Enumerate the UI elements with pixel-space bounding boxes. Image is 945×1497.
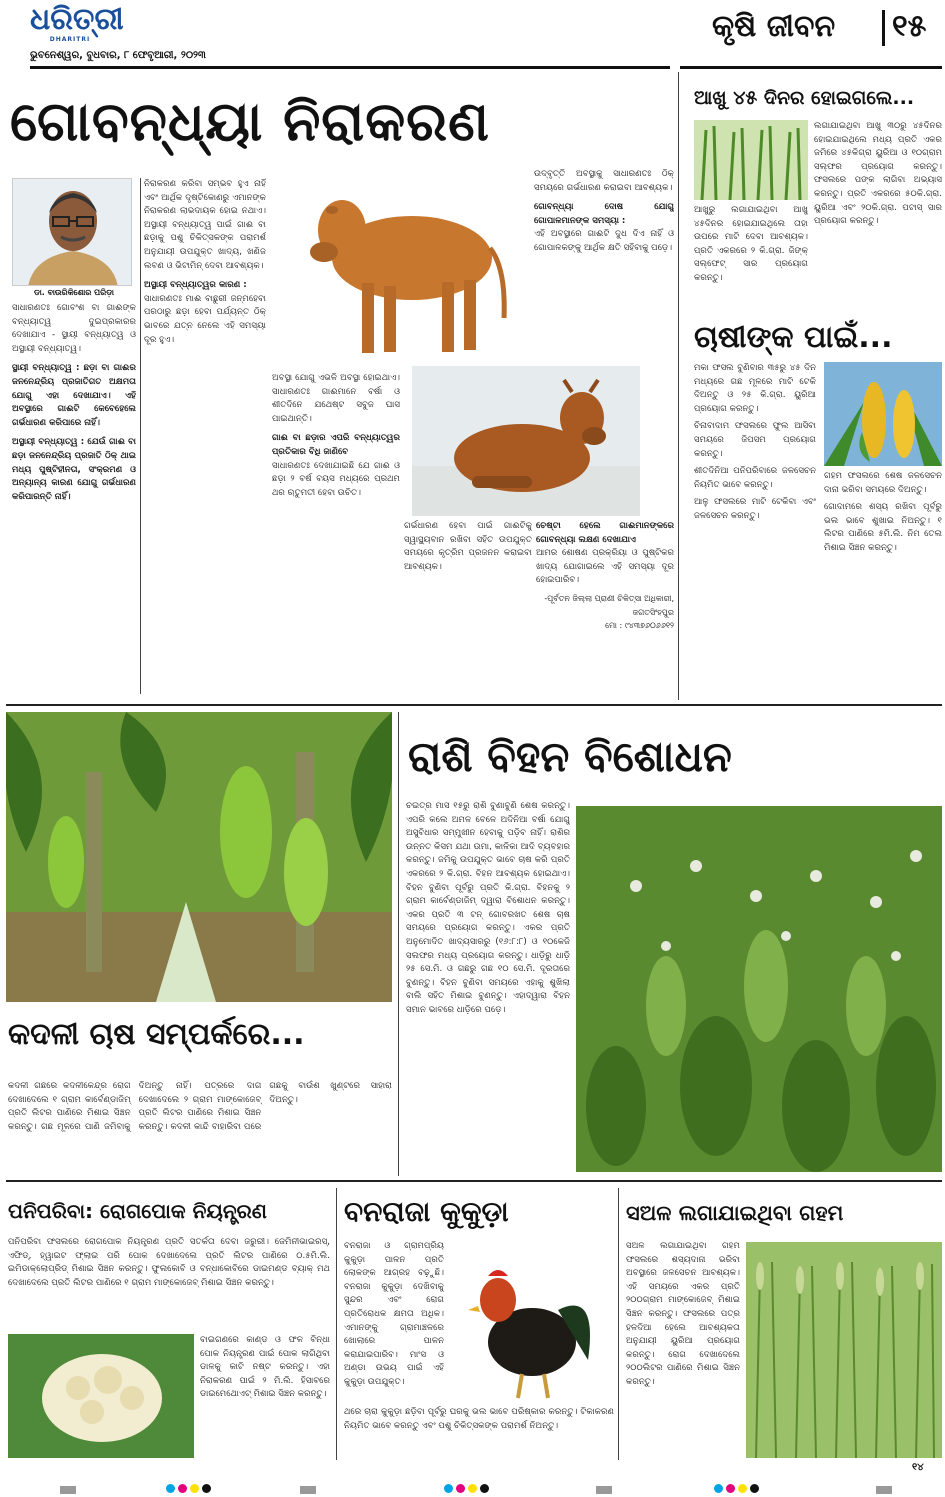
poultry-rule	[618, 1188, 619, 1460]
poultry-body-2: ଥରେ ଚାରା କୁକୁଡ଼ା ଛଡ଼ିବା ପୂର୍ବରୁ ଘରକୁ ଭଲ ଭାବେ ପରିଷ୍କାର କରନ୍ତୁ। ଟିକାକରଣ ନିୟମିତ ଭାବେ କରନ୍ତୁ ଏବଂ ପଶୁ ଚିକିତ୍ସକଙ୍କ ପରାମର୍ଶ ନିଅନ୍ତୁ।	[344, 1407, 614, 1431]
reg-black	[202, 1484, 211, 1493]
farmers-headline: ଚାଷୀଙ୍କ ପାଇଁ...	[694, 320, 893, 355]
cow-photo	[272, 168, 532, 368]
main-col-6: ଚେଷ୍ଟା ହେଲେ ଗାଈମାନଙ୍କରେ ଗୋବନ୍ଧ୍ୟା ଲକ୍ଷଣ ଦେଖାଯାଏ ଆମର ଶୋଷଣ ପ୍ରକ୍ରିୟା ଓ ପୁଷ୍ଟିକର ଖାଦ୍ୟ ଯୋଗାଇଲେ ଏହି ସମସ୍ୟା ଦୂର ହୋଇପାରିବ। -ପୂର୍ବତନ ଜିଲ୍ଲା ପ୍ରାଣୀ ଚିକିତ୍ସା ଅଧିକାରୀ, ଜଗତସିଂହପୁର ମୋ : ୯୪୩୭୬୦୬୬୧୨	[536, 521, 674, 631]
sesame-headline: ରାଶି ବିହନ ବିଶୋଧନ	[408, 732, 732, 781]
vegetables-body: ପନିପରିବା ଫସଲରେ ରୋଗପୋକ ନିୟନ୍ତ୍ରଣ ପ୍ରତି ସତର୍କତା ଦେବା ଜରୁରୀ। ଜେମିନୀଭାଇରସ୍, ଏଫିଡ୍, ହ୍ୱାଇଟ ଫ୍ଲାଇ ପରି ପୋକ ଦେଖାଦେଲେ ପ୍ରତି ଲିଟର ପାଣିରେ ୦.୫ମି.ଲି. ଇମିଡାକ୍ଲୋପ୍ରିଡ୍ ମିଶାଇ ସିଞ୍ଚନ କରନ୍ତୁ। ଫୁଲକୋବି ଓ ବନ୍ଧାକୋବିରେ ଡାଇମଣ୍ଡ ବ୍ୟାକ୍ ମଥ ଦେଖାଦେଲେ ପ୍ରତି ଲିଟର ପାଣିରେ ୧ ଗ୍ରାମ ମାଙ୍କୋଜେବ୍ ମିଶାଇ ସିଞ୍ଚନ କରନ୍ତୁ।	[8, 1237, 330, 1288]
logo-text: ଧରିତ୍ରୀ	[30, 2, 124, 37]
reg-black	[480, 1484, 489, 1493]
section-rule-1	[6, 704, 942, 706]
sugarcane-col-a: ଆଖୁରୁ ଲଗାଯାଇଥିବା ଆଖୁ ୪୫ଦିନର ହୋଇଯାଇଥିଲେ ତାହା ଉପରେ ମାଟି ଦେବା ଆବଶ୍ୟକ। ପ୍ରତି ଏକରରେ ୨ କି.ଗ୍ରା. ଜିଙ୍କ୍ ସଲ୍‌ଫେଟ୍ ସାର ପ୍ରୟୋଗ କରନ୍ତୁ।	[694, 205, 808, 283]
main-col-1: ସାଧାରଣତଃ ଗୋବଂଶ ବା ଗାଈଙ୍କ ବନ୍ଧ୍ୟାତ୍ୱ ଦୁଇପ୍ରକାରର ଦେଖାଯାଏ - ସ୍ଥାୟୀ ବନ୍ଧ୍ୟାତ୍ୱ ଓ ଅସ୍ଥାୟୀ ବନ୍ଧ୍ୟାତ୍ୱ। ସ୍ଥାୟୀ ବନ୍ଧ୍ୟାତ୍ୱ : ଛଡ଼ା ବା ଗାଈର ଜନନେନ୍ଦ୍ରିୟ ପ୍ରଜାତିଗତ ଅକ୍ଷମତା ଯୋଗୁ ଏହା ଦେଖାଯାଏ। ଏହି ଅବସ୍ଥାରେ ଗାଈଟି କେବେହେଲେ ଗର୍ଭଧାରଣ କରିପାରେ ନାହିଁ। ଅସ୍ଥାୟୀ ବନ୍ଧ୍ୟାତ୍ୱ : ଯେଉଁ ଗାଈ ବା ଛଡ଼ା ଜନନେନ୍ଦ୍ରିୟ ପ୍ରଜାତି ଠିକ୍ ଥାଇ ମଧ୍ୟ ପୁଷ୍ଟିହୀନତା, ସଂକ୍ରମଣ ଓ ଅନ୍ୟାନ୍ୟ କାରଣ ଯୋଗୁ ଗର୍ଭଧାରଣ କରିପାରନ୍ତି ନାହିଁ।	[12, 303, 136, 502]
print-bar	[300, 1486, 316, 1494]
corn-photo	[824, 362, 942, 466]
reg-black	[750, 1484, 759, 1493]
reg-yellow	[738, 1484, 747, 1493]
vegetables-headline: ପନିପରିବା: ରୋଗପୋକ ନିୟନ୍ତ୍ରଣ	[8, 1199, 267, 1223]
veg-rule	[336, 1188, 337, 1460]
sugarcane-col-b: ଲଗାଯାଇଥିବା ଆଖୁ ୩୦ରୁ ୪୫ଦିନର ହୋଇଯାଇଥିଲେ ମଧ୍ୟ ପ୍ରତି ଏକର ଜମିରେ ୪୫କିଗ୍ରା ୟୁରିଆ ଓ ୧୦ଗ୍ରାମ ସଲ୍ଫର ପ୍ରୟୋଗ କରନ୍ତୁ। ଫସଲରେ ପଙ୍କ ଲାଗିବା ଅଭ୍ୟାସ କରନ୍ତୁ। ପ୍ରତି ଏକରରେ ୫୦କି.ଗ୍ରା. ୟୁରିଆ ଏବଂ ୨୦କି.ଗ୍ରା. ପଟାସ୍ ସାର ପ୍ରୟୋଗ କରନ୍ତୁ।	[814, 121, 942, 227]
col-rule	[140, 178, 141, 694]
wheat-headline: ସଅଳ ଲଗାଯାଇଥିବା ଗହମ	[626, 1201, 844, 1225]
banana-photo	[6, 712, 392, 1002]
main-right-rule	[678, 72, 679, 700]
reg-cyan	[714, 1484, 723, 1493]
sesame-body: ଚଇତ୍ର ମାସ ୧୫ରୁ ରାଶି ବୁଣାବୁଣି ଶେଷ କରନ୍ତୁ। ଏପରି କଲେ ଅମଳ ବେଳେ ଅଦିନିଆ ବର୍ଷା ଯୋଗୁ ଅସୁବିଧାର ସମ୍ମୁଖୀନ ହେବାକୁ ପଡ଼ିବ ନାହିଁ। ରାଶିର ଉନ୍ନତ କିସମ ଯଥା ଉମା, କାଳିକା ଆଦି ବ୍ୟବହାର କରନ୍ତୁ। ଜମିକୁ ଉପଯୁକ୍ତ ଭାବେ ଚାଷ କରି ପ୍ରତି ଏକରରେ ୨ କି.ଗ୍ରା. ବିହନ ଆବଶ୍ୟକ ହୋଇଥାଏ। ବିହନ ବୁଣିବା ପୂର୍ବରୁ ପ୍ରତି କି.ଗ୍ରା. ବିହନକୁ ୨ ଗ୍ରାମ କାର୍ବେଣ୍ଡାଜିମ୍ ଦ୍ୱାରା ବିଶୋଧନ କରନ୍ତୁ। ଏକର ପ୍ରତି ୩ ଟନ୍ ଗୋବରଖତ ଶେଷ ଚାଷ ସମୟରେ ପ୍ରୟୋଗ କରନ୍ତୁ। ଏକର ପ୍ରତି ଅନୁମୋଦିତ ଖାଦ୍ୟସାରରୁ (୧୬:୮:୮) ଓ ୧୦କେଜି ସଲଫର ମଧ୍ୟ ପ୍ରୟୋଗ କରନ୍ତୁ। ଧାଡ଼ିରୁ ଧାଡ଼ି ୨୫ ସେ.ମି. ଓ ଗଛରୁ ଗଛ ୧୦ ସେ.ମି. ଦୂରତାରେ ବୁଣନ୍ତୁ। ବିହନ ବୁଣିବା ସମୟରେ ଏହାକୁ ଶୁଖିଲା ବାଲି ସହିତ ମିଶାଇ ବୁଣନ୍ତୁ। ଏହାଦ୍ୱାରା ବିହନ ସମାନ ଭାବରେ ଧାଡ଼ିରେ ପଡ଼େ।	[406, 801, 570, 1015]
vegetables-body-2: ବାଇଗଣରେ କାଣ୍ଡ ଓ ଫଳ ବିନ୍ଧା ପୋକ ନିୟନ୍ତ୍ରଣ ପାଇଁ ପୋକ ଲାଗିଥିବା ଡାଳକୁ କାଟି ନଷ୍ଟ କରନ୍ତୁ। ଏହା ନିରାକରଣ ପାଇଁ ୨ ମି.ଲି. ହିସାବରେ ଡାଇମେଥୋଏଟ୍ ମିଶାଇ ସିଞ୍ଚନ କରନ୍ତୁ।	[200, 1335, 330, 1400]
main-col-5: ଗର୍ଭଧାରଣ ହେବା ପାଇଁ ଗାଈଟିକୁ ସ୍ୱାସ୍ଥ୍ୟବାନ ରଖିବା ସହିତ ଉପଯୁକ୍ତ ସମୟରେ କୃତ୍ରିମ ପ୍ରଜନନ କରାଇବା ଆବଶ୍ୟକ।	[404, 521, 532, 572]
wheat-photo	[746, 1242, 942, 1458]
poultry-headline: ବନରାଜା କୁକୁଡ଼ା	[344, 1195, 509, 1228]
wheat-body: ସଅଳ ଲଗାଯାଇଥିବା ଗହମ ଫସଲରେ ଶସ୍ୟଦାନା ଭରିବା ଅବସ୍ଥାରେ ଜଳସେଚନ ଆବଶ୍ୟକ। ଏହି ସମୟରେ ଏକର ପ୍ରତି ୨୦୦ଗ୍ରାମ ମାଙ୍କୋଜେବ୍ ମିଶାଇ ସିଞ୍ଚନ କରନ୍ତୁ। ଫସଲରେ ପତ୍ର ହଳଦିଆ ହେଲେ ଆବଶ୍ୟକତା ଅନୁଯାୟୀ ୟୁରିଆ ପ୍ରୟୋଗ କରନ୍ତୁ। ରୋଗ ଦେଖାଦେଲେ ୨୦୦ଲିଟର ପାଣିରେ ମିଶାଇ ସିଞ୍ଚନ କରନ୍ତୁ।	[626, 1241, 740, 1387]
section-divider	[882, 10, 885, 46]
sugarcane-photo	[694, 120, 808, 200]
rooster-photo	[448, 1250, 608, 1402]
reg-yellow	[468, 1484, 477, 1493]
print-bar	[596, 1486, 612, 1494]
sesame-photo	[576, 806, 942, 1172]
reg-yellow	[190, 1484, 199, 1493]
banana-body: କଦଳୀ ଗଛରେ କଦଳୀକେନ୍ଦ୍ର ରୋଗ ଦେଖାଦେଲେ ୧ ଗ୍ରାମ କାର୍ବେଣ୍ଡାଜିମ୍ ପ୍ରତି ଲିଟର ପାଣିରେ ମିଶାଇ ସିଞ୍ଚନ କରନ୍ତୁ। ଗଛ ମୂଳରେ ପାଣି ଜମିବାକୁ ଦିଅନ୍ତୁ ନାହିଁ। ପତ୍ରରେ ଦାଗ ଦେଖାଦେଲେ ୨ ଗ୍ରାମ ମାଙ୍କୋଜେବ୍ ପ୍ରତି ଲିଟର ପାଣିରେ ମିଶାଇ ସିଞ୍ଚନ କରନ୍ତୁ। କଦଳୀ କାନ୍ଦି ବାହାରିବା ପରେ ଗଛକୁ ବାଉଁଶ ଖୁଣ୍ଟରେ ସାହାରା ଦିଅନ୍ତୁ।	[8, 1081, 392, 1132]
logo	[30, 4, 140, 44]
farmers-col-a: ମକା ଫସଲ ବୁଣିବାର ୩୫ରୁ ୪୫ ଦିନ ମଧ୍ୟରେ ଗଛ ମୂଳରେ ମାଟି ଟେକି ଦିଅନ୍ତୁ ଓ ୨୫ କି.ଗ୍ରା. ୟୁରିଆ ପ୍ରୟୋଗ କରନ୍ତୁ। ଚିନାବାଦାମ ଫସଲରେ ଫୁଲ ଆସିବା ସମୟରେ ଜିପସମ ପ୍ରୟୋଗ କରନ୍ତୁ। ଶୀତଦିନିଆ ପନିପରିବାରେ ଜଳସେଚନ ନିୟମିତ ଭାବେ କରନ୍ତୁ। ଆଳୁ ଫସଲରେ ମାଟି ଟେକିବା ଏବଂ ଜଳସେଚନ କରନ୍ତୁ।	[694, 363, 816, 521]
page-number: ୧୫	[892, 9, 927, 44]
cauliflower-photo	[8, 1334, 194, 1458]
section-title: କୃଷି ଜୀବନ	[712, 9, 836, 44]
reg-magenta	[456, 1484, 465, 1493]
main-col-2: ନିରାକରଣ କରିବା ସମ୍ଭବ ହୁଏ ନାହିଁ ଏବଂ ଆର୍ଥିକ ଦୃଷ୍ଟିକୋଣରୁ ଏମାନଙ୍କ ନିରାକରଣ ଲାଭଦାୟକ ହୋଇ ନଥାଏ। ଅସ୍ଥାୟୀ ବନ୍ଧ୍ୟାତ୍ୱ ପାଇଁ ଗାଈ ବା ଛଡ଼ାକୁ ପଶୁ ଚିକିତ୍ସକଙ୍କ ପରାମର୍ଶ ଅନୁଯାୟୀ ଉପଯୁକ୍ତ ଖାଦ୍ୟ, ଖଣିଜ ଲବଣ ଓ ଭିଟାମିନ୍ ଦେବା ଆବଶ୍ୟକ। ଅସ୍ଥାୟୀ ବନ୍ଧ୍ୟାତ୍ୱର କାରଣ : ସାଧାରଣତଃ ମାଈ ବାଛୁରୀ ଜନ୍ମହେବା ପରଠାରୁ ଛଡ଼ା ହେବା ପର୍ଯ୍ୟନ୍ତ ଠିକ୍ ଭାବରେ ଯତ୍ନ ନେଲେ ଏହି ସମସ୍ୟା ଦୂର ହୁଏ।	[144, 179, 266, 345]
main-headline: ଗୋବନ୍ଧ୍ୟା ନିରାକରଣ	[10, 90, 490, 153]
section-rule-2	[6, 1180, 942, 1182]
print-bar	[876, 1486, 892, 1494]
masthead-rule	[30, 66, 670, 69]
main-col-3: ଅବସ୍ଥା ଯୋଗୁ ଏଭଳି ଅବସ୍ଥା ହୋଇଥାଏ। ସାଧାରଣତଃ ଗାଈମାନେ ବର୍ଷା ଓ ଶୀତଦିନେ ଯଥେଷ୍ଟ ସବୁଜ ଘାସ ପାଇଥାନ୍ତି। ଗାଈ ବା ଛଡ଼ାର ଏପରି ବନ୍ଧ୍ୟାତ୍ୱର ପ୍ରତିକାର ବିଧି ଜାଣିବେ ସାଧାରଣତଃ ଦେଖାଯାଇଛି ଯେ ଗାଈ ଓ ଛଡ଼ା ୨ ବର୍ଷ ବୟସ ମଧ୍ୟରେ ପ୍ରଥମ ଥର ଋତୁମତୀ ହେବା ଉଚିତ।	[272, 373, 400, 498]
reg-cyan	[444, 1484, 453, 1493]
dateline: ଭୁବନେଶ୍ୱର, ବୁଧବାର, ୮ ଫେବୃଆରୀ, ୨୦୨୩	[30, 50, 206, 61]
lying-cow-photo	[412, 366, 640, 516]
author-caption: ଡା. ବାଉରିକିଶୋର ପରିଡ଼ା	[34, 288, 114, 297]
masthead	[0, 0, 945, 72]
footer-page-marker: ୧୪	[912, 1462, 924, 1473]
print-bar	[60, 1486, 76, 1494]
sugarcane-headline: ଆଖୁ ୪୫ ଦିନର ହୋଇଗଲେ...	[694, 87, 915, 109]
reg-magenta	[726, 1484, 735, 1493]
author-photo	[12, 178, 132, 286]
masthead-rule-right	[680, 66, 942, 69]
main-col-4: ଉଦ୍‌ବୃତ୍ତି ଅବସ୍ଥାକୁ ସାଧାରଣତଃ ଠିକ୍ ସମୟରେ ଗର୍ଭଧାରଣ କରାଇବା ଆବଶ୍ୟକ। ଗୋବନ୍ଧ୍ୟା ଦୋଷ ଯୋଗୁ ଗୋପାଳମାନଙ୍କ ସମସ୍ୟା : ଏହି ଅବସ୍ଥାରେ ଗାଈଟି ଦୁଧ ଦିଏ ନାହିଁ ଓ ଗୋପାଳକଙ୍କୁ ଆର୍ଥିକ କ୍ଷତି ସହିବାକୁ ପଡ଼େ।	[534, 169, 674, 253]
logo-subtext: DHARITRI	[49, 36, 91, 43]
reg-cyan	[166, 1484, 175, 1493]
reg-magenta	[178, 1484, 187, 1493]
poultry-body: ବନରାଜା ଓ ଗ୍ରାମପ୍ରିୟ କୁକୁଡ଼ା ପାଳନ ପ୍ରତି ଲୋକଙ୍କ ଆଗ୍ରହ ବଢ଼ୁଛି। ବନରାଜା କୁକୁଡ଼ା ଦେଖିବାକୁ ସୁନ୍ଦର ଏବଂ ରୋଗ ପ୍ରତିରୋଧକ କ୍ଷମତା ଅଧିକ। ଏମାନଙ୍କୁ ଗ୍ରାମାଞ୍ଚଳରେ ଖୋଲାରେ ପାଳନ କରାଯାଇପାରିବ। ମାଂସ ଓ ଅଣ୍ଡା ଉଭୟ ପାଇଁ ଏହି କୁକୁଡ଼ା ଉପଯୁକ୍ତ।	[344, 1241, 444, 1387]
banana-rule	[398, 712, 399, 1176]
farmers-col-b: ଗହମ ଫସଲରେ ଶେଷ ଜଳସେଚନ ଦାନା ଭରିବା ସମୟରେ ଦିଅନ୍ତୁ। ଗୋଦାମରେ ଶସ୍ୟ ରଖିବା ପୂର୍ବରୁ ଭଲ ଭାବେ ଶୁଖାଇ ନିଅନ୍ତୁ। ୧ ଲିଟର ପାଣିରେ ୫ମି.ଲି. ନିମ ତେଲ ମିଶାଇ ସିଞ୍ଚନ କରନ୍ତୁ।	[824, 471, 942, 553]
banana-headline: କଦଳୀ ଚାଷ ସମ୍ପର୍କରେ...	[8, 1017, 305, 1052]
